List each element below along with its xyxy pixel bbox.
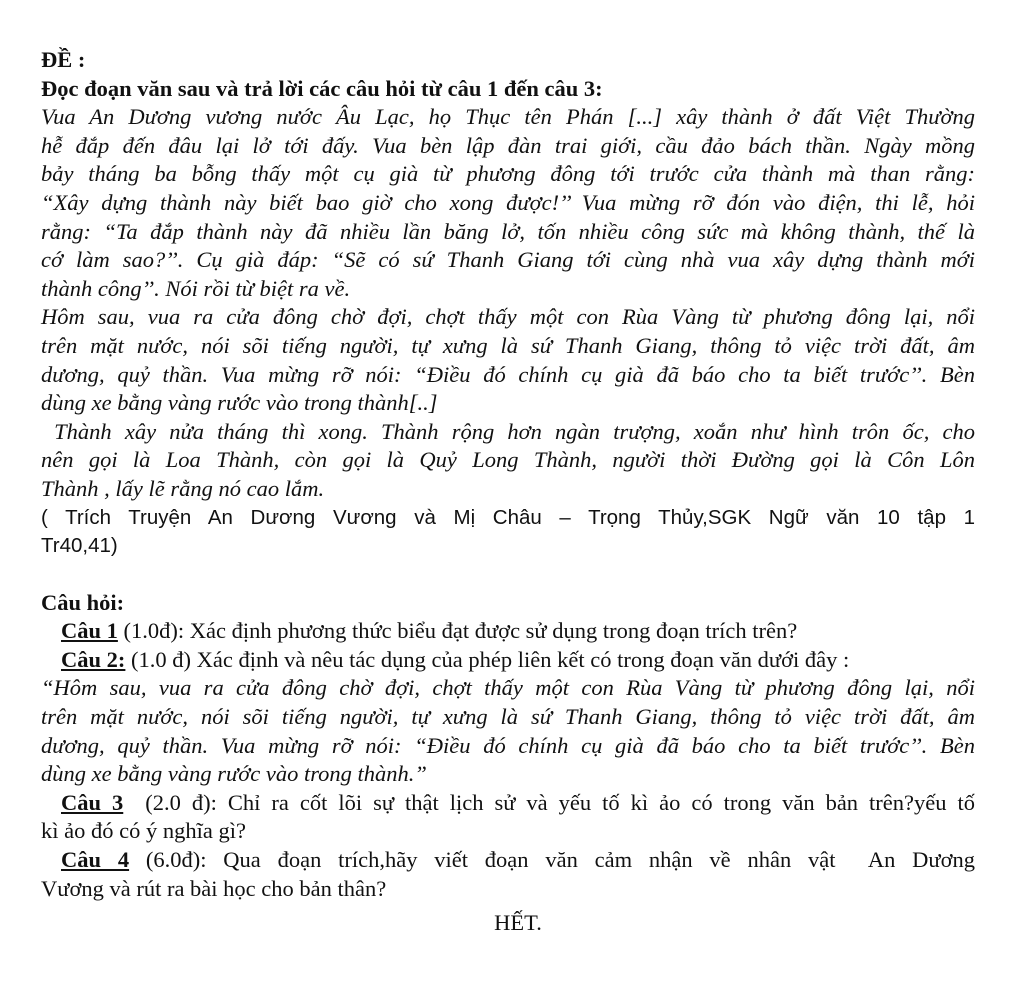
question-3-continuation: kì ảo đó có ý nghĩa gì? xyxy=(41,818,246,844)
question-1-text: (1.0đ): Xác định phương thức biểu đạt được sử dụng trong đoạn trích trên? xyxy=(117,618,798,644)
question-3-label: Câu 3 xyxy=(61,789,124,815)
passage-line: thành công’’. Nói rồi từ biệt ra về. xyxy=(41,275,351,301)
spacer xyxy=(41,561,975,589)
question-1 xyxy=(41,617,975,646)
question-4-continuation: Vương và rút ra bài học cho bản thân? xyxy=(41,875,387,901)
passage-paragraph-3 xyxy=(41,418,975,504)
question-3 xyxy=(41,789,975,818)
question-2 xyxy=(41,646,975,675)
quote-line: “Hôm sau, vua ra cửa đông chờ đợi, chợt thấy một con Rùa Vàng từ phương đông lại, nổi xyxy=(41,675,975,701)
question-2-label: Câu 2: xyxy=(61,646,126,672)
end-marker: HẾT. xyxy=(494,910,542,936)
question-1-label: Câu 1 xyxy=(61,618,118,644)
passage-line: dùng xe bằng vàng rước vào trong thành[..] xyxy=(41,390,438,416)
source-line: ( Trích Truyện An Dương Vương và Mị Châu – Trọng Thủy,SGK Ngữ văn 10 tập 1 xyxy=(41,505,975,529)
question-4-label: Câu 4 xyxy=(61,847,130,873)
passage-line: dương, quỷ thần. Vua mừng rỡ nói: “Điều đó chính cụ già đã báo cho ta biết trước’’. Bèn xyxy=(41,361,975,387)
passage-line: Thành , lấy lẽ rằng nó cao lắm. xyxy=(41,475,325,501)
passage-source xyxy=(41,504,975,561)
quote-line: dương, quỷ thần. Vua mừng rỡ nói: “Điều đó chính cụ già đã báo cho ta biết trước’’. Bèn xyxy=(41,732,975,758)
passage-line: rằng: “Ta đắp thành này đã nhiều lần băng lở, tốn nhiều công sức mà không thành, thế là xyxy=(41,218,975,244)
question-2-quote xyxy=(41,674,975,788)
exam-title: ĐỀ : xyxy=(41,47,86,72)
questions-heading: Câu hỏi: xyxy=(41,589,125,615)
quote-line: dùng xe bằng vàng rước vào trong thành.” xyxy=(41,761,427,787)
passage-paragraph-1 xyxy=(41,103,975,303)
passage-line: Thành xây nửa tháng thì xong. Thành rộng hơn ngàn trượng, xoắn như hình trôn ốc, cho xyxy=(41,418,975,444)
passage-line: cớ làm sao?’’. Cụ già đáp: “Sẽ có sứ Thanh Giang tới cùng nhà vua xây dựng thành mới xyxy=(41,247,975,273)
passage-line: “Xây dựng thành này biết bao giờ cho xong được!’’ Vua mừng rỡ đón vào điện, thi lễ, hỏi xyxy=(41,189,975,215)
exam-document xyxy=(41,46,975,938)
source-line: Tr40,41) xyxy=(41,534,118,558)
passage-line: hễ đắp đến đâu lại lở tới đấy. Vua bèn lập đàn trai giới, cầu đảo bách thần. Ngày mồng xyxy=(41,132,975,158)
question-3-text: (2.0 đ): Chỉ ra cốt lõi sự thật lịch sử và yếu tố kì ảo có trong văn bản trên?yếu tố xyxy=(123,789,976,815)
passage-line: trên mặt nước, nói sõi tiếng người, tự xưng là sứ Thanh Giang, thông tỏ việc trời đất, âm xyxy=(41,332,975,358)
passage-line: bảy tháng ba bỗng thấy một cụ già từ phương đông tới trước cửa thành mà than rằng: xyxy=(41,161,975,187)
passage-paragraph-2 xyxy=(41,303,975,417)
question-4-text: (6.0đ): Qua đoạn trích,hãy viết đoạn văn cảm nhận về nhân vật An Dương xyxy=(129,847,975,873)
question-2-text: (1.0 đ) Xác định và nêu tác dụng của phép liên kết có trong đoạn văn dưới đây : xyxy=(125,646,850,672)
reading-instruction: Đọc đoạn văn sau và trả lời các câu hỏi từ câu 1 đến câu 3: xyxy=(41,75,603,101)
question-4 xyxy=(41,846,975,875)
passage-line: nên gọi là Loa Thành, còn gọi là Quỷ Long Thành, người thời Đường gọi là Côn Lôn xyxy=(41,447,975,473)
quote-line: trên mặt nước, nói sõi tiếng người, tự xưng là sứ Thanh Giang, thông tỏ việc trời đất, âm xyxy=(41,704,975,730)
passage-line: Vua An Dương vương nước Âu Lạc, họ Thục tên Phán [...] xây thành ở đất Việt Thường xyxy=(41,104,975,130)
passage-line: Hôm sau, vua ra cửa đông chờ đợi, chợt thấy một con Rùa Vàng từ phương đông lại, nổi xyxy=(41,304,975,330)
